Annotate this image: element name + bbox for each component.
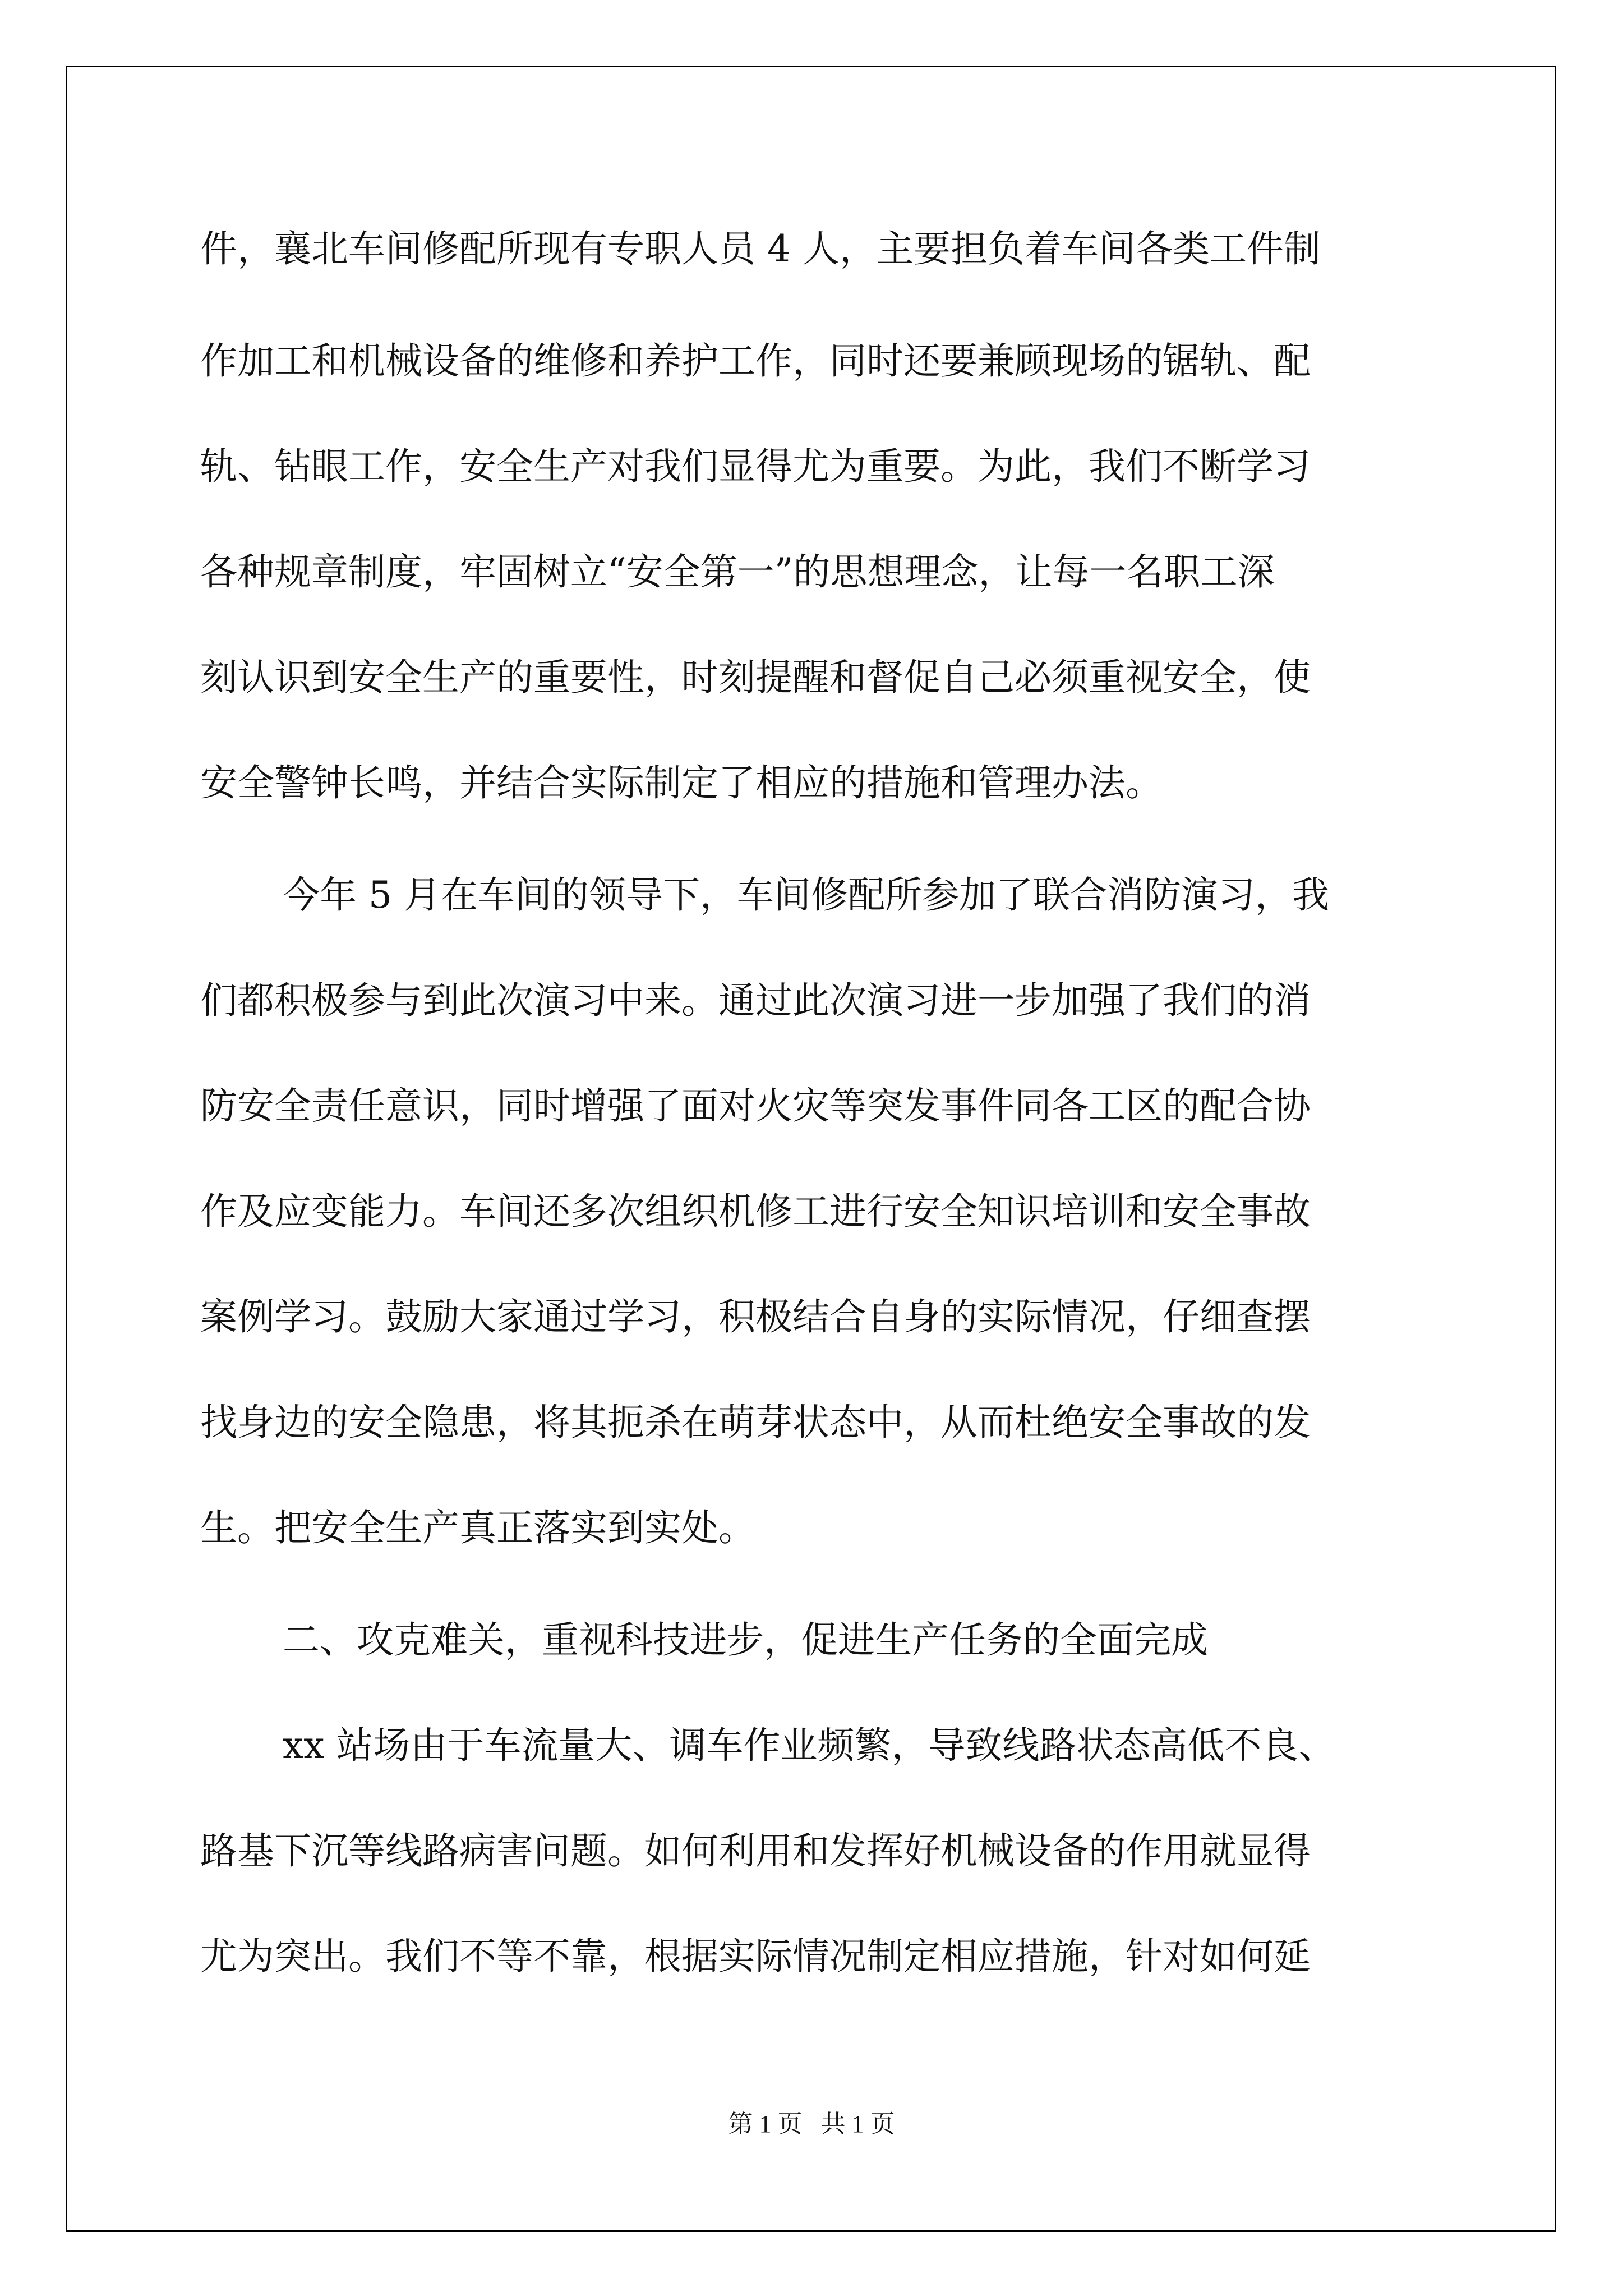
paragraph-first-line: 今年 5 月在车间的领导下，车间修配所参加了联合消防演习，我 <box>283 873 1329 917</box>
body-text-line: 们都积极参与到此次演习中来。通过此次演习进一步加强了我们的消 <box>200 979 1311 1022</box>
body-text-line: 件，襄北车间修配所现有专职人员 4 人，主要担负着车间各类工件制 <box>200 227 1321 270</box>
body-text-line: 尤为突出。我们不等不靠，根据实际情况制定相应措施，针对如何延 <box>200 1935 1311 1978</box>
body-text-line: 轨、钻眼工作，安全生产对我们显得尤为重要。为此，我们不断学习 <box>200 445 1311 488</box>
body-text-line: 刻认识到安全生产的重要性，时刻提醒和督促自己必须重视安全，使 <box>200 656 1311 699</box>
body-text-line: 防安全责任意识，同时增强了面对火灾等突发事件同各工区的配合协 <box>200 1084 1311 1128</box>
body-text-line: 路基下沉等线路病害问题。如何利用和发挥好机械设备的作用就显得 <box>200 1829 1311 1872</box>
body-text-line: 各种规章制度，牢固树立“安全第一”的思想理念，让每一名职工深 <box>200 550 1275 593</box>
body-text-line: 安全警钟长鸣，并结合实际制定了相应的措施和管理办法。 <box>200 761 1163 804</box>
body-text-line: 案例学习。鼓励大家通过学习，积极结合自身的实际情况，仔细查摆 <box>200 1295 1311 1338</box>
body-text-line: 找身边的安全隐患，将其扼杀在萌芽状态中，从而杜绝安全事故的发 <box>200 1401 1311 1444</box>
body-text-line: 生。把安全生产真正落实到实处。 <box>200 1506 755 1549</box>
body-text-line: 作加工和机械设备的维修和养护工作，同时还要兼顾现场的锯轨、配 <box>200 339 1311 383</box>
body-text-line: 作及应变能力。车间还多次组织机修工进行安全知识培训和安全事故 <box>200 1190 1311 1233</box>
section-heading: 二、攻克难关，重视科技进步，促进生产任务的全面完成 <box>283 1618 1208 1662</box>
page-border <box>66 66 1556 2232</box>
page-footer: 第 1 页 共 1 页 <box>728 2110 895 2138</box>
paragraph-first-line: xx 站场由于车流量大、调车作业频繁，导致线路状态高低不良、 <box>283 1724 1336 1767</box>
